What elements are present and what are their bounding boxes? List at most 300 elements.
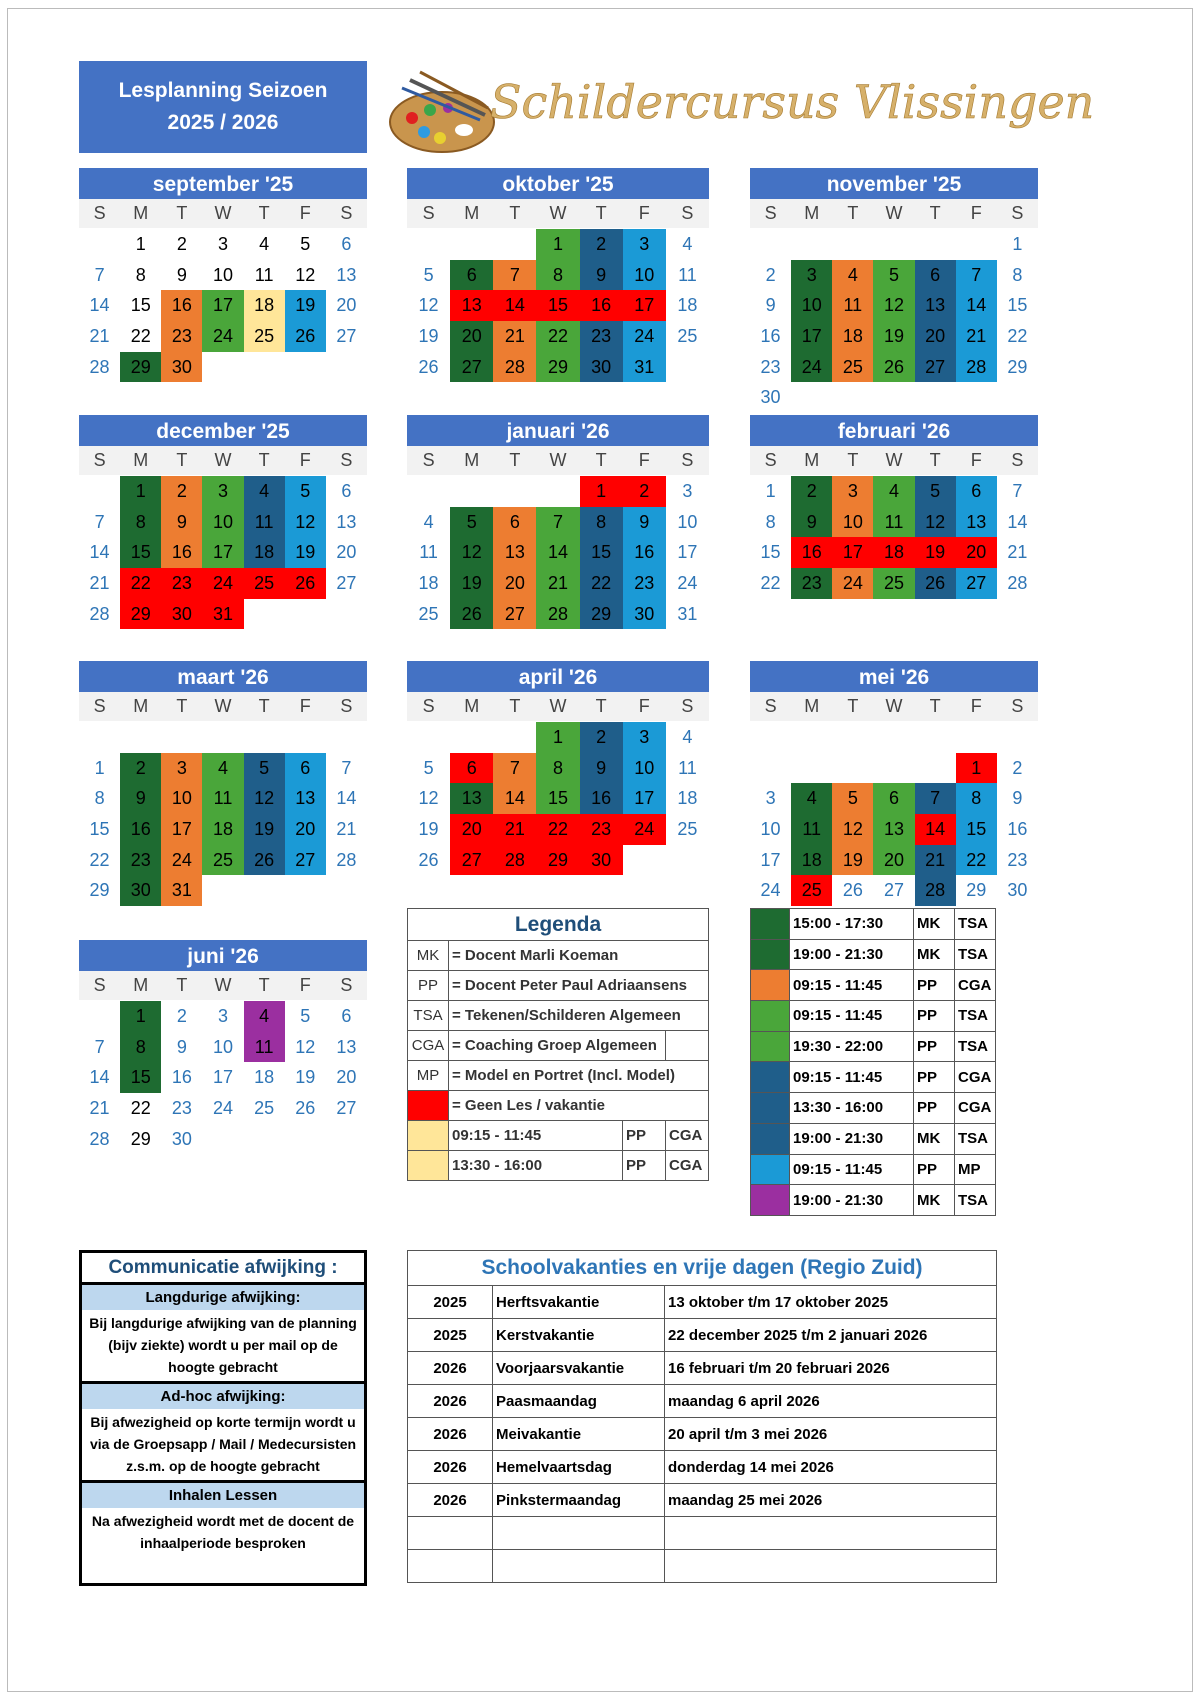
weekday-label: M xyxy=(464,203,480,223)
day-cell: 18 xyxy=(832,321,873,352)
day-cell: 3 xyxy=(217,1005,228,1026)
weekday-header-row xyxy=(79,692,367,721)
day-cell: 26 xyxy=(418,356,439,377)
empty-day-cell xyxy=(161,722,202,753)
day-cell: 20 xyxy=(915,321,956,352)
empty-day-cell xyxy=(750,722,791,753)
empty-day-cell xyxy=(326,722,367,753)
weekday-label: W xyxy=(214,975,232,995)
day-cell: 29 xyxy=(130,1128,151,1149)
day-cell: 7 xyxy=(915,783,956,814)
empty-day-cell xyxy=(832,722,873,753)
legend-yellow-swatch xyxy=(408,1121,449,1151)
empty-day-cell xyxy=(244,722,285,753)
day-cell: 16 xyxy=(623,537,666,568)
weekday-label: S xyxy=(93,975,106,995)
schedule-docent: MK xyxy=(914,1185,955,1216)
weekday-label: W xyxy=(885,450,903,470)
day-cell: 25 xyxy=(677,818,698,839)
schedule-time: 09:15 - 11:45 xyxy=(790,1001,914,1032)
schedule-time: 13:30 - 16:00 xyxy=(790,1093,914,1124)
day-cell: 21 xyxy=(536,568,579,599)
month-title: november '25 xyxy=(750,168,1038,199)
schedule-docent: MK xyxy=(914,909,955,940)
day-cell: 23 xyxy=(760,356,781,377)
day-cell: 5 xyxy=(915,476,956,507)
day-cell: 1 xyxy=(120,476,161,507)
vacation-period: maandag 25 mei 2026 xyxy=(665,1484,997,1517)
month-title: april '26 xyxy=(407,661,709,692)
day-cell: 29 xyxy=(966,880,987,901)
schedule-type: TSA xyxy=(955,939,996,970)
day-cell: 20 xyxy=(956,537,997,568)
day-cell: 21 xyxy=(89,572,110,593)
month-april xyxy=(407,661,709,875)
weekday-header-row xyxy=(79,971,367,1000)
day-cell: 5 xyxy=(873,260,914,291)
vacation-row xyxy=(408,1517,997,1550)
day-cell: 30 xyxy=(161,599,202,630)
weekday-label: T xyxy=(847,203,859,223)
day-cell: 2 xyxy=(791,476,832,507)
schedule-color-swatch xyxy=(751,970,790,1001)
empty-day-cell xyxy=(407,722,450,753)
day-cell: 24 xyxy=(212,1097,233,1118)
weekday-label: S xyxy=(1011,450,1024,470)
legend-text: = Tekenen/Schilderen Algemeen xyxy=(449,1001,709,1031)
communication-box xyxy=(79,1250,367,1586)
day-cell: 2 xyxy=(176,1005,187,1026)
day-grid xyxy=(79,722,367,906)
day-cell: 24 xyxy=(161,845,202,876)
day-grid xyxy=(79,229,367,382)
vacation-name: Meivakantie xyxy=(493,1418,665,1451)
day-cell: 10 xyxy=(212,264,233,285)
day-grid xyxy=(750,722,1038,937)
day-cell: 4 xyxy=(202,753,243,784)
day-cell: 10 xyxy=(677,511,698,532)
legend-text: = Docent Peter Paul Adriaansens xyxy=(449,971,709,1001)
day-cell: 10 xyxy=(791,290,832,321)
legend-text: = Model en Portret (Incl. Model) xyxy=(449,1061,709,1091)
weekday-label: W xyxy=(885,203,903,223)
day-cell: 20 xyxy=(285,814,326,845)
weekday-label: T xyxy=(929,450,941,470)
day-cell: 13 xyxy=(873,814,914,845)
day-grid xyxy=(407,229,709,382)
month-title: juni '26 xyxy=(79,940,367,971)
day-cell: 5 xyxy=(832,783,873,814)
legend-title: Legenda xyxy=(408,909,709,941)
day-cell: 25 xyxy=(791,875,832,906)
day-cell: 17 xyxy=(677,542,698,563)
day-cell: 26 xyxy=(915,568,956,599)
empty-day-cell xyxy=(873,229,914,260)
day-cell: 23 xyxy=(1007,849,1028,870)
weekday-label: S xyxy=(93,696,106,716)
day-cell: 2 xyxy=(580,229,623,260)
day-cell: 20 xyxy=(493,568,536,599)
day-cell: 9 xyxy=(580,753,623,784)
day-cell: 12 xyxy=(832,814,873,845)
day-cell: 4 xyxy=(259,233,270,254)
day-cell: 21 xyxy=(493,321,536,352)
schedule-docent: MK xyxy=(914,939,955,970)
weekday-header-row xyxy=(79,446,367,475)
day-cell: 8 xyxy=(956,783,997,814)
day-cell: 10 xyxy=(832,507,873,538)
weekday-label: T xyxy=(176,696,188,716)
empty-day-cell xyxy=(536,476,579,507)
day-cell: 3 xyxy=(217,233,228,254)
day-cell: 6 xyxy=(873,783,914,814)
day-cell: 17 xyxy=(832,537,873,568)
vacation-year: 2025 xyxy=(408,1286,493,1319)
day-cell: 8 xyxy=(765,511,776,532)
day-cell: 20 xyxy=(450,814,493,845)
weekday-label: F xyxy=(299,203,311,223)
schedule-color-swatch xyxy=(751,909,790,940)
day-cell: 5 xyxy=(450,507,493,538)
legend-text: = Coaching Groep Algemeen xyxy=(449,1031,666,1061)
palette-icon xyxy=(390,60,1095,160)
day-cell: 18 xyxy=(791,845,832,876)
day-cell: 30 xyxy=(120,875,161,906)
day-cell: 7 xyxy=(536,507,579,538)
schedule-row xyxy=(751,1093,996,1124)
day-cell: 9 xyxy=(161,507,202,538)
legend-docent: PP xyxy=(623,1151,666,1181)
day-cell: 11 xyxy=(832,290,873,321)
day-cell: 22 xyxy=(580,568,623,599)
day-cell: 18 xyxy=(418,572,439,593)
day-cell: 30 xyxy=(623,599,666,630)
day-cell: 4 xyxy=(244,476,285,507)
day-cell: 5 xyxy=(244,753,285,784)
empty-day-cell xyxy=(915,753,956,784)
weekday-label: S xyxy=(1011,203,1024,223)
day-cell: 12 xyxy=(295,264,316,285)
day-cell: 23 xyxy=(120,845,161,876)
day-cell: 13 xyxy=(450,290,493,321)
month-februari xyxy=(750,415,1038,599)
weekday-label: T xyxy=(847,450,859,470)
day-cell: 16 xyxy=(171,1067,192,1088)
schedule-row xyxy=(751,1031,996,1062)
schedule-type: TSA xyxy=(955,1001,996,1032)
vacation-period xyxy=(665,1550,997,1583)
weekday-label: W xyxy=(549,696,567,716)
day-cell: 27 xyxy=(450,845,493,876)
day-cell: 23 xyxy=(623,568,666,599)
vacation-year: 2026 xyxy=(408,1352,493,1385)
day-cell: 1 xyxy=(1012,233,1023,254)
day-cell: 11 xyxy=(419,542,438,563)
weekday-header-row xyxy=(79,199,367,228)
day-cell: 4 xyxy=(682,726,693,747)
schedule-type: CGA xyxy=(955,970,996,1001)
empty-day-cell xyxy=(915,722,956,753)
day-cell: 7 xyxy=(94,1036,105,1057)
legend-docent: PP xyxy=(623,1121,666,1151)
weekday-header-row xyxy=(750,692,1038,721)
schedule-color-swatch xyxy=(751,939,790,970)
day-cell: 15 xyxy=(1007,295,1028,316)
weekday-label: S xyxy=(764,450,777,470)
day-cell: 26 xyxy=(842,880,863,901)
day-cell: 24 xyxy=(832,568,873,599)
weekday-label: M xyxy=(133,696,149,716)
day-cell: 6 xyxy=(341,233,352,254)
day-cell: 14 xyxy=(89,1067,110,1088)
day-cell: 24 xyxy=(623,321,666,352)
schedule-time: 15:00 - 17:30 xyxy=(790,909,914,940)
day-cell: 15 xyxy=(580,537,623,568)
day-cell: 30 xyxy=(161,352,202,383)
weekday-label: T xyxy=(176,203,188,223)
day-cell: 14 xyxy=(89,295,110,316)
schedule-time: 09:15 - 11:45 xyxy=(790,1154,914,1185)
schedule-table xyxy=(750,908,996,1216)
day-cell: 4 xyxy=(423,511,434,532)
day-cell: 2 xyxy=(580,722,623,753)
weekday-label: S xyxy=(764,203,777,223)
legend-code: TSA xyxy=(408,1001,449,1031)
weekday-header-row xyxy=(407,692,709,721)
schedule-docent: PP xyxy=(914,970,955,1001)
weekday-label: F xyxy=(638,450,650,470)
day-cell: 19 xyxy=(285,537,326,568)
day-cell: 7 xyxy=(956,260,997,291)
day-cell: 28 xyxy=(89,356,110,377)
day-cell: 23 xyxy=(580,321,623,352)
weekday-label: S xyxy=(422,696,435,716)
day-cell: 18 xyxy=(677,788,698,809)
day-cell: 26 xyxy=(285,321,326,352)
day-cell: 29 xyxy=(580,599,623,630)
vacation-year: 2025 xyxy=(408,1319,493,1352)
legend-no-lesson: = Geen Les / vakantie xyxy=(449,1091,709,1121)
day-cell: 30 xyxy=(171,1128,192,1149)
day-cell: 24 xyxy=(202,568,243,599)
schedule-docent: PP xyxy=(914,1154,955,1185)
logo xyxy=(390,60,1095,160)
day-cell: 22 xyxy=(130,1097,151,1118)
empty-day-cell xyxy=(79,476,120,507)
weekday-label: F xyxy=(299,975,311,995)
weekday-label: T xyxy=(258,203,270,223)
day-cell: 17 xyxy=(202,290,243,321)
weekday-label: S xyxy=(340,696,353,716)
schedule-time: 09:15 - 11:45 xyxy=(790,1062,914,1093)
day-cell: 11 xyxy=(678,757,697,778)
empty-day-cell xyxy=(832,753,873,784)
schedule-time: 09:15 - 11:45 xyxy=(790,970,914,1001)
day-cell: 29 xyxy=(536,845,579,876)
weekday-label: F xyxy=(638,696,650,716)
day-cell: 1 xyxy=(536,722,579,753)
day-cell: 22 xyxy=(1007,325,1028,346)
weekday-label: T xyxy=(258,696,270,716)
day-cell: 1 xyxy=(580,476,623,507)
day-cell: 21 xyxy=(915,845,956,876)
vacation-row xyxy=(408,1484,997,1517)
vacation-row xyxy=(408,1418,997,1451)
weekday-label: T xyxy=(509,203,521,223)
day-cell: 13 xyxy=(336,511,357,532)
day-cell: 17 xyxy=(791,321,832,352)
month-oktober xyxy=(407,168,709,382)
day-cell: 14 xyxy=(1007,511,1028,532)
legend-code: MP xyxy=(408,1061,449,1091)
empty-day-cell xyxy=(493,476,536,507)
schedule-color-swatch xyxy=(751,1154,790,1185)
empty-day-cell xyxy=(120,722,161,753)
weekday-label: M xyxy=(464,696,480,716)
vacation-period: 22 december 2025 t/m 2 januari 2026 xyxy=(665,1319,997,1352)
empty-day-cell xyxy=(79,722,120,753)
weekday-header-row xyxy=(750,446,1038,475)
schedule-color-swatch xyxy=(751,1185,790,1216)
day-cell: 7 xyxy=(94,511,105,532)
day-cell: 16 xyxy=(1007,818,1028,839)
month-mei xyxy=(750,661,1038,937)
day-grid xyxy=(750,476,1038,599)
day-cell: 27 xyxy=(336,1097,357,1118)
day-cell: 29 xyxy=(89,880,110,901)
day-cell: 9 xyxy=(176,264,187,285)
day-cell: 23 xyxy=(171,1097,192,1118)
day-cell: 26 xyxy=(450,599,493,630)
weekday-label: S xyxy=(1011,696,1024,716)
day-cell: 10 xyxy=(760,818,781,839)
weekday-label: W xyxy=(214,696,232,716)
day-cell: 28 xyxy=(1007,572,1028,593)
day-cell: 24 xyxy=(202,321,243,352)
day-cell: 17 xyxy=(161,814,202,845)
day-cell: 3 xyxy=(202,476,243,507)
day-cell: 20 xyxy=(873,845,914,876)
day-cell: 30 xyxy=(580,845,623,876)
day-cell: 18 xyxy=(244,537,285,568)
schedule-docent: MK xyxy=(914,1123,955,1154)
day-cell: 3 xyxy=(791,260,832,291)
day-cell: 28 xyxy=(336,849,357,870)
day-cell: 28 xyxy=(915,875,956,906)
day-cell: 20 xyxy=(450,321,493,352)
day-cell: 6 xyxy=(341,480,352,501)
month-maart xyxy=(79,661,367,906)
month-title: mei '26 xyxy=(750,661,1038,692)
schedule-time: 19:00 - 21:30 xyxy=(790,1123,914,1154)
section-heading: Inhalen Lessen xyxy=(82,1483,364,1508)
day-cell: 29 xyxy=(536,352,579,383)
day-cell: 5 xyxy=(423,264,434,285)
month-title: maart '26 xyxy=(79,661,367,692)
month-title: februari '26 xyxy=(750,415,1038,446)
day-cell: 6 xyxy=(956,476,997,507)
legend-red-swatch xyxy=(408,1091,449,1121)
weekday-label: T xyxy=(176,450,188,470)
weekday-label: M xyxy=(464,450,480,470)
day-cell: 31 xyxy=(623,352,666,383)
day-cell: 17 xyxy=(760,849,781,870)
day-cell: 24 xyxy=(677,572,698,593)
legend-code: MK xyxy=(408,941,449,971)
empty-day-cell xyxy=(285,722,326,753)
day-cell: 21 xyxy=(956,321,997,352)
vacation-year: 2026 xyxy=(408,1385,493,1418)
day-cell: 23 xyxy=(580,814,623,845)
day-cell: 26 xyxy=(295,1097,316,1118)
day-cell: 5 xyxy=(285,476,326,507)
schedule-row xyxy=(751,1185,996,1216)
day-grid xyxy=(79,476,367,629)
weekday-label: M xyxy=(133,975,149,995)
day-cell: 16 xyxy=(580,783,623,814)
day-cell: 12 xyxy=(418,295,439,316)
schedule-row xyxy=(751,1001,996,1032)
day-cell: 10 xyxy=(212,1036,233,1057)
day-cell: 16 xyxy=(791,537,832,568)
day-cell: 12 xyxy=(418,788,439,809)
month-september xyxy=(79,168,367,382)
day-cell: 12 xyxy=(285,507,326,538)
day-cell: 15 xyxy=(120,537,161,568)
schedule-time: 19:30 - 22:00 xyxy=(790,1031,914,1062)
day-cell: 9 xyxy=(1012,788,1023,809)
day-cell: 1 xyxy=(135,233,146,254)
day-cell: 18 xyxy=(873,537,914,568)
day-cell: 27 xyxy=(883,880,904,901)
weekday-label: S xyxy=(681,450,694,470)
schedule-type: TSA xyxy=(955,1031,996,1062)
day-cell: 1 xyxy=(956,753,997,784)
weekday-label: W xyxy=(549,450,567,470)
day-cell: 4 xyxy=(682,233,693,254)
vacation-row xyxy=(408,1385,997,1418)
day-cell: 1 xyxy=(120,1001,161,1032)
day-cell: 2 xyxy=(161,476,202,507)
day-cell: 2 xyxy=(176,233,187,254)
day-cell: 2 xyxy=(765,264,776,285)
month-november xyxy=(750,168,1038,413)
month-title: januari '26 xyxy=(407,415,709,446)
day-cell: 15 xyxy=(760,542,781,563)
weekday-label: S xyxy=(681,203,694,223)
day-cell: 21 xyxy=(336,818,357,839)
day-cell: 2 xyxy=(120,753,161,784)
day-cell: 16 xyxy=(161,290,202,321)
day-cell: 1 xyxy=(765,480,776,501)
day-cell: 28 xyxy=(493,845,536,876)
day-cell: 12 xyxy=(915,507,956,538)
day-cell: 14 xyxy=(336,788,357,809)
day-cell: 24 xyxy=(791,352,832,383)
day-cell: 10 xyxy=(161,783,202,814)
empty-day-cell xyxy=(791,229,832,260)
day-cell: 25 xyxy=(244,321,285,352)
schedule-docent: PP xyxy=(914,1093,955,1124)
day-cell: 3 xyxy=(623,229,666,260)
weekday-label: T xyxy=(847,696,859,716)
empty-day-cell xyxy=(79,229,120,260)
weekday-label: S xyxy=(340,203,353,223)
day-cell: 13 xyxy=(493,537,536,568)
vacation-table xyxy=(407,1250,997,1583)
day-cell: 14 xyxy=(493,783,536,814)
vacation-name: Voorjaarsvakantie xyxy=(493,1352,665,1385)
